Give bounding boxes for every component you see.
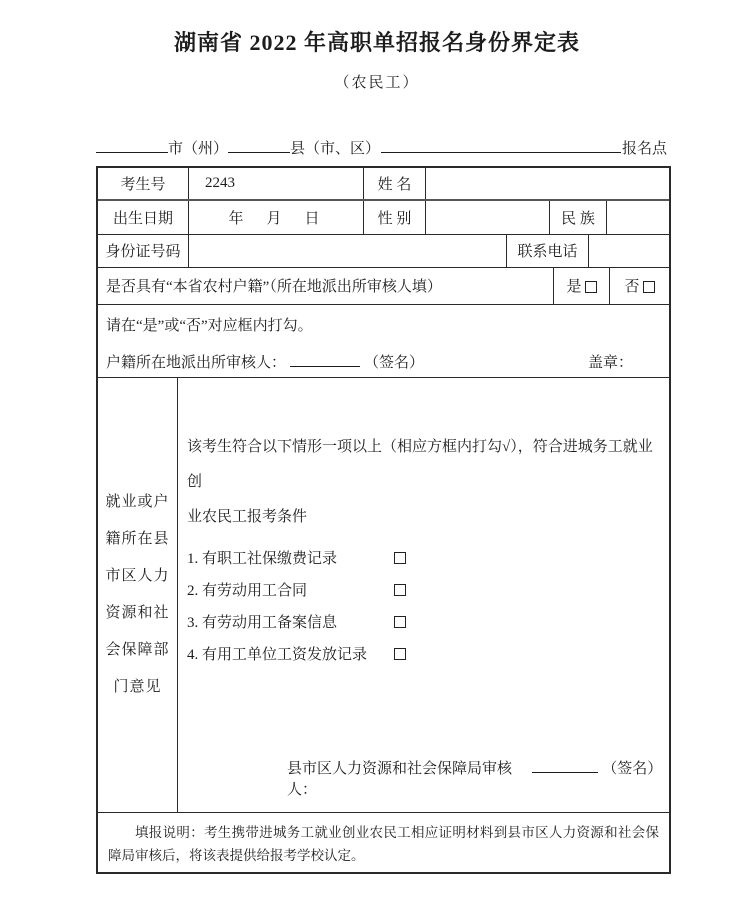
filing-note-row [98, 813, 669, 872]
city-label: 市（州） [168, 137, 228, 158]
form-table [96, 166, 671, 874]
item-text: 有用工单位工资发放记录 [202, 647, 367, 663]
yes-checkbox-icon [585, 281, 597, 293]
hr-opinion-side-label [98, 378, 178, 812]
yes-label: 是 [566, 275, 581, 296]
candidate-no-value: 2243 [189, 168, 364, 199]
ethnic-label: 民 族 [550, 201, 607, 234]
item-number: 2. [187, 583, 198, 599]
item-text: 有劳动用工备案信息 [202, 615, 337, 631]
candidate-no-label: 考生号 [98, 168, 189, 199]
site-label: 报名点 [622, 137, 667, 158]
intro-line-2: 业农民工报考条件 [187, 500, 659, 535]
hr-auditor-line [187, 756, 659, 799]
row-candidate [98, 168, 669, 201]
police-auditor-sign-blank [290, 350, 360, 367]
eligibility-checklist [187, 542, 659, 670]
row-birth [98, 201, 669, 235]
filing-note-text: 填报说明：考生携带进城务工就业创业农民工相应证明材料到县市区人力资源和社会保障局审核后，将该表提供给报考学校认定。 [108, 821, 659, 867]
hr-opinion-content [178, 378, 669, 812]
row-id [98, 235, 669, 268]
checklist-item [187, 574, 659, 606]
hr-auditor-sign-blank [532, 756, 598, 773]
police-auditor-label: 户籍所在地派出所审核人： [106, 351, 286, 372]
name-value [426, 168, 669, 199]
ethnic-value [607, 201, 669, 234]
checklist-item [187, 606, 659, 638]
police-sign-label: （签名） [364, 351, 424, 372]
name-label: 姓 名 [364, 168, 426, 199]
city-blank-underline [96, 136, 168, 153]
page-subtitle: （农民工） [0, 71, 754, 92]
side-label-line: 籍所在县 [105, 521, 169, 558]
hukou-yes-option [554, 268, 610, 304]
item-number: 3. [187, 615, 198, 631]
intro-line-1: 该考生符合以下情形一项以上（相应方框内打勾√），符合进城务工就业创 [187, 430, 659, 500]
birth-value: 年 月 日 [189, 201, 364, 234]
id-number-value [189, 235, 507, 267]
side-label-line: 就业或户 [105, 484, 169, 521]
hr-sign-label: （签名） [602, 757, 659, 778]
site-blank-underline [381, 136, 621, 153]
phone-value [589, 235, 669, 267]
item-number: 4. [187, 647, 198, 663]
checklist-item [187, 638, 659, 670]
phone-label: 联系电话 [507, 235, 589, 267]
row-hukou-question [98, 268, 669, 305]
id-number-label: 身份证号码 [98, 235, 189, 267]
item-number: 1. [187, 551, 198, 567]
eligibility-intro [187, 430, 659, 535]
county-blank-underline [228, 136, 290, 153]
police-seal-label: 盖章： [588, 351, 633, 372]
checkbox-icon [394, 552, 406, 564]
row-police-audit [98, 305, 669, 378]
county-label: 县（市、区） [290, 137, 380, 158]
item-text: 有职工社保缴费记录 [202, 551, 337, 567]
gender-value [426, 201, 550, 234]
tick-instruction: 请在“是”或“否”对应框内打勾。 [106, 314, 661, 335]
side-label-line: 门意见 [113, 669, 161, 706]
no-label: 否 [624, 275, 639, 296]
hukou-question-label: 是否具有“本省农村户籍”（所在地派出所审核人填） [98, 268, 554, 304]
birth-label: 出生日期 [98, 201, 189, 234]
side-label-line: 市区人力 [105, 558, 169, 595]
hr-auditor-label: 县市区人力资源和社会保障局审核人： [287, 757, 528, 799]
side-label-line: 资源和社 [105, 595, 169, 632]
hr-opinion-section [98, 378, 669, 813]
page-title: 湖南省 2022 年高职单招报名身份界定表 [0, 26, 754, 57]
location-line [96, 136, 667, 158]
checkbox-icon [394, 648, 406, 660]
checkbox-icon [394, 584, 406, 596]
checkbox-icon [394, 616, 406, 628]
hukou-no-option [610, 268, 669, 304]
checklist-item [187, 542, 659, 574]
no-checkbox-icon [643, 281, 655, 293]
side-label-line: 会保障部 [105, 632, 169, 669]
gender-label: 性 别 [364, 201, 426, 234]
item-text: 有劳动用工合同 [202, 583, 307, 599]
